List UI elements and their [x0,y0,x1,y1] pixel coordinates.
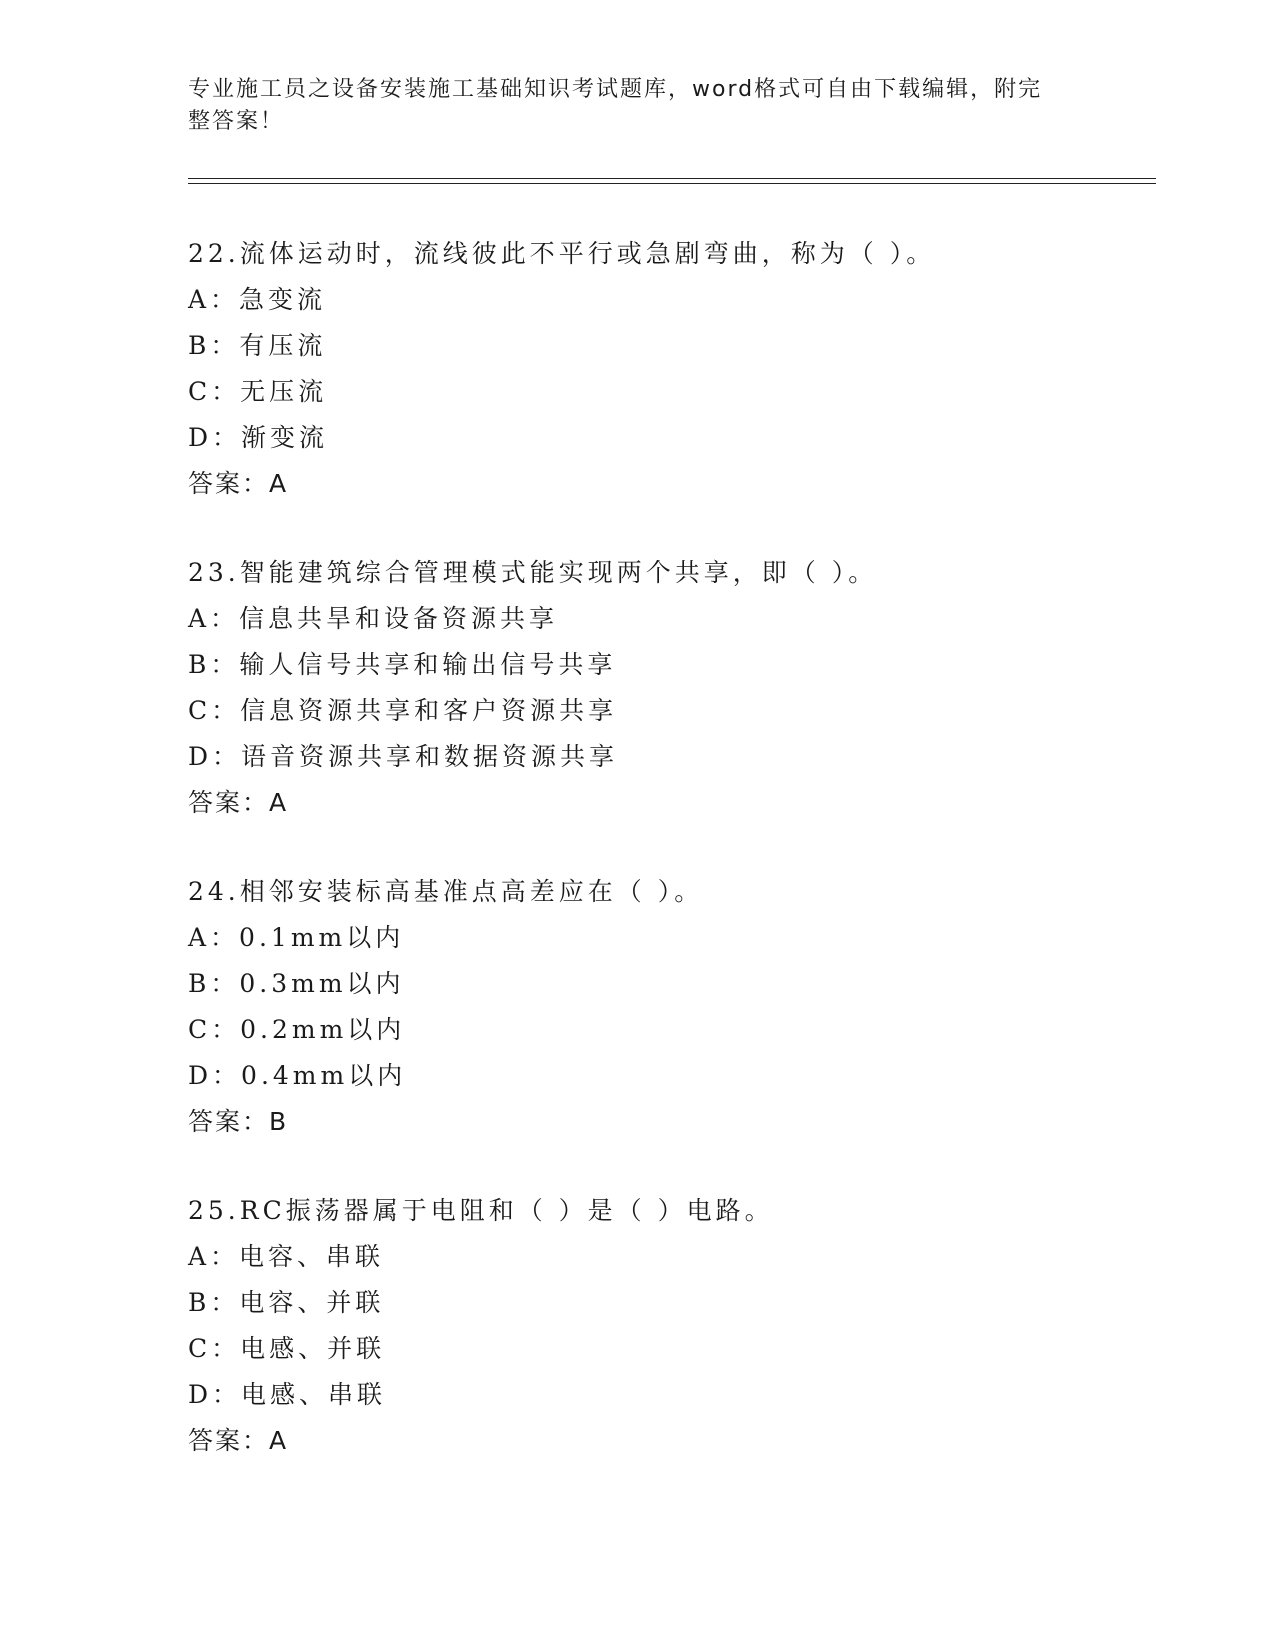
answer-line: 答案：A [188,1426,289,1455]
option-a: A：0.1mm以内 [188,923,405,952]
question-stem: 24.相邻安装标高基准点高差应在（ ）。 [188,877,704,906]
question-block [188,231,1148,507]
option-c: C：0.2mm以内 [188,1015,406,1044]
option-d: D：0.4mm以内 [188,1061,407,1090]
question-block [188,1188,1148,1464]
answer-line: 答案：A [188,788,289,817]
question-stem: 25.RC振荡器属于电阻和（ ）是（ ）电路。 [188,1196,774,1225]
option-c: C：电感、并联 [188,1334,386,1363]
header-line-1: 专业施工员之设备安装施工基础知识考试题库，word格式可自由下载编辑，附完 [188,77,1043,102]
header-divider-bottom [188,183,1156,184]
answer-line: 答案：A [188,469,289,498]
option-b: B：输人信号共享和输出信号共享 [188,650,617,679]
document-header [188,74,1078,138]
question-block [188,869,1148,1145]
option-a: A：急变流 [188,285,327,314]
question-block [188,550,1148,826]
answer-line: 答案：B [188,1107,289,1136]
option-b: B：有压流 [188,331,327,360]
question-stem: 23.智能建筑综合管理模式能实现两个共享，即（ ）。 [188,558,878,587]
option-d: D：电感、串联 [188,1380,387,1409]
option-d: D：渐变流 [188,423,329,452]
option-a: A：信息共旱和设备资源共享 [188,604,559,633]
option-c: C：无压流 [188,377,328,406]
header-divider-top [188,178,1156,179]
option-c: C：信息资源共享和客户资源共享 [188,696,618,725]
option-a: A：电容、串联 [188,1242,385,1271]
question-stem: 22.流体运动时，流线彼此不平行或急剧弯曲，称为（ ）。 [188,239,936,268]
option-d: D：语音资源共享和数据资源共享 [188,742,619,771]
option-b: B：电容、并联 [188,1288,385,1317]
header-line-2: 整答案！ [188,109,285,134]
option-b: B：0.3mm以内 [188,969,405,998]
